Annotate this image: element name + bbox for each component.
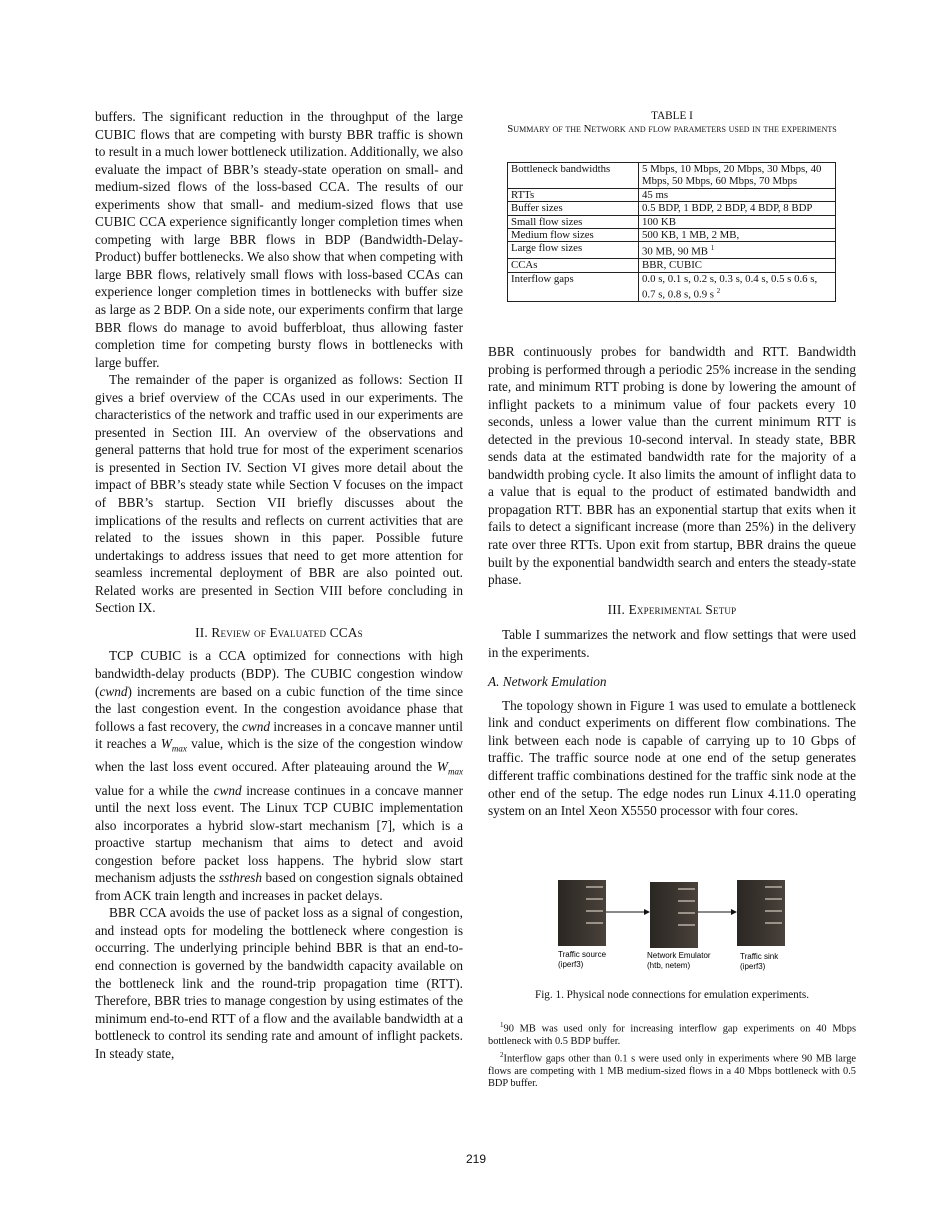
table-cell-key: Medium flow sizes xyxy=(508,229,639,242)
figure-topology xyxy=(548,875,808,975)
node-label: (iperf3) xyxy=(558,960,584,969)
table-row xyxy=(508,272,836,301)
table-row xyxy=(508,259,836,272)
page-number: 219 xyxy=(465,1152,487,1166)
table-row xyxy=(508,202,836,215)
section-heading: II. Review of Evaluated CCAs xyxy=(195,624,363,640)
table-cell-value: 100 KB xyxy=(639,215,836,228)
table-row xyxy=(508,188,836,201)
paragraph: BBR continuously probes for bandwidth and RTT. Bandwidth probing is performed through a periodic 25% increase in the sending rate, and minimum RTT probing is done by lowering the amount of inflight packets to a minimum value of four packets every 10 seconds, unless a lower value than the current minimum RTT is detected in the previous 10-second interval. In steady state, BBR sends data at the estimated bandwidth rate for the majority of a bandwidth probing cycle. It also limits the amount of inflight data to a value that is equal to the product of estimated bandwidth and propagation RTT. BBR has an exponential startup that exits when it fails to detect a significant increase (more than 25%) in the delivery rate over three RTTs. Upon exit from startup, BBR drains the queue built by the exponential bandwidth search and enters the steady-state phase. xyxy=(488,344,856,588)
paragraph: The remainder of the paper is organized as follows: Section II gives a brief overview of the CCAs used in our experiments. The characteristics of the network and traffic used in our experiments are presented in Section III. An overview of the observations and general patterns that hold true for most of the experiment scenarios is presented in Section IV. Section VI gives more detail about the impact of BBR’s steady state while Section V focuses on the impact of BBR’s startup. Section VII briefly discusses about the implications of the results and reflects on current activities that are related to the issues shown in this paper. Possible future undertakings to address issues that need to get more attention for seamless incremental deployment of BBR are also pointed out. Related works are presented in Section VIII before concluding in Section IX. xyxy=(95,372,463,616)
table-row xyxy=(508,163,836,189)
table-row xyxy=(508,242,836,259)
table-cell-key: Large flow sizes xyxy=(508,242,639,259)
server-icon xyxy=(558,880,606,946)
figure-caption: Fig. 1. Physical node connections for emulation experiments. xyxy=(534,989,810,1001)
node-label: Traffic source xyxy=(558,950,607,959)
table-cell-value: BBR, CUBIC xyxy=(639,259,836,272)
table-cell-value: 500 KB, 1 MB, 2 MB, xyxy=(639,229,836,242)
table-cell-value: 0.0 s, 0.1 s, 0.2 s, 0.3 s, 0.4 s, 0.5 s 0.6 s, 0.7 s, 0.8 s, 0.9 s $^2$ xyxy=(639,272,836,301)
paragraph: TCP CUBIC is a CCA optimized for connections with high bandwidth-delay products (BDP). The CUBIC congestion window (cwnd) increments are based on a cubic function of the time since the last congestion event. In the congestion avoidance phase that follows a fast recovery, the cwnd increases in a concave manner until it reaches a $W_{max}$ value, which is the size of the congestion window when the last loss event occured. After plateauing around the $W_{max}$ value for a while the cwnd increase continues in a concave manner until the next loss event. The Linux TCP CUBIC implementation also incorporates a hybrid slow-start mechanism [7], which is a proactive startup mechanism that aims to detect and avoid congestion before packet loss happens. The hybrid slow start mechanism adjusts the ssthresh based on congestion signals obtained from ACK train length and increases in packet delays. xyxy=(95,648,464,903)
footnotes xyxy=(488,1019,856,1091)
section-heading: III. Experimental Setup xyxy=(607,601,737,617)
server-icon xyxy=(737,880,785,946)
server-icon xyxy=(650,882,698,948)
table-caption: TABLE I Summary of the Network and flow parameters used in the experiments xyxy=(507,110,837,135)
table-cell-value: 30 MB, 90 MB $^1$ xyxy=(639,242,836,259)
node-label: (iperf3) xyxy=(740,962,766,971)
left-column xyxy=(95,108,463,1062)
node-label: Network Emulator xyxy=(647,951,711,960)
table-cell-key: Small flow sizes xyxy=(508,215,639,228)
table-cell-value: 5 Mbps, 10 Mbps, 20 Mbps, 30 Mbps, 40 Mbps, 50 Mbps, 60 Mbps, 70 Mbps xyxy=(639,163,836,189)
right-column xyxy=(488,343,856,820)
table-cell-key: Buffer sizes xyxy=(508,202,639,215)
footnote: $^2$Interflow gaps other than 0.1 s were used only in experiments where 90 MB large flows are competing with 1 MB medium-sized flows in a 40 Mbps bottleneck with 0.5 BDP buffer. xyxy=(488,1050,856,1090)
table-row xyxy=(508,215,836,228)
paragraph: Table I summarizes the network and flow settings that were used in the experiments. xyxy=(488,627,856,660)
table-cell-key: Interflow gaps xyxy=(508,272,639,301)
footnote: $^1$90 MB was used only for increasing interflow gap experiments on 40 Mbps bottleneck with 0.5 BDP buffer. xyxy=(488,1021,856,1048)
table-row xyxy=(508,229,836,242)
table-cell-key: RTTs xyxy=(508,188,639,201)
parameters-table xyxy=(507,162,836,302)
table-cell-value: 45 ms xyxy=(639,188,836,201)
paragraph: BBR CCA avoids the use of packet loss as a signal of congestion, and instead opts for modeling the bottleneck where congestion is occurring. The underlying principle behind BBR is that an end-to-end connection is governed by the bandwidth capacity available on the bottleneck link and the round-trip propagation time (RTT). Therefore, BBR tries to manage congestion by using estimates of the minimum end-to-end RTT of a flow and the available bandwidth at a bottleneck to control its sending rate and amount of inflight packets. In steady state, xyxy=(95,905,463,1061)
table-cell-key: CCAs xyxy=(508,259,639,272)
node-label: (htb, netem) xyxy=(647,961,691,970)
math-wmax: $W_{max}$ xyxy=(160,736,187,754)
table-cell-key: Bottleneck bandwidths xyxy=(508,163,639,189)
subsection-heading: A. Network Emulation xyxy=(488,674,607,690)
node-label: Traffic sink xyxy=(740,952,779,961)
paragraph: buffers. The significant reduction in the throughput of the large CUBIC flows that are competing with bursty BBR traffic is shown to result in a much lower bottleneck utilization. Additionally, we also evaluate the impact of BBR’s steady-state operation on small- and medium-sized flows of the loss-based CCA. The results of our experiments show that small- and medium-sized flows that use CUBIC CCA experience significantly longer completion times when competing with large BBR flows in BDP (Bandwidth-Delay-Product) buffer bottlenecks. We also show that when competing with large BBR flows, relatively small flows with loss-based CCAs can experience longer completion times in bottlenecks with buffer size as large as 2 BDP. On a side note, our experiments confirm that large BBR flows do manage to avoid bufferbloat, thus allowing faster completion time for competing bursty flows in bottlenecks with large buffer. xyxy=(95,109,463,370)
table-cell-value: 0.5 BDP, 1 BDP, 2 BDP, 4 BDP, 8 BDP xyxy=(639,202,836,215)
math-wmax: $W_{max}$ xyxy=(436,759,463,777)
paragraph: The topology shown in Figure 1 was used to emulate a bottleneck link and conduct experiments on different flow combinations. The link between each node is capable of carrying up to 10 Gbps of traffic. The traffic source node at one end of the setup generates different traffic combinations destined for the traffic sink node at the other end of the setup. The edge nodes run Linux 4.11.0 operating system on an Intel Xeon X5550 processor with four cores. xyxy=(488,697,856,819)
